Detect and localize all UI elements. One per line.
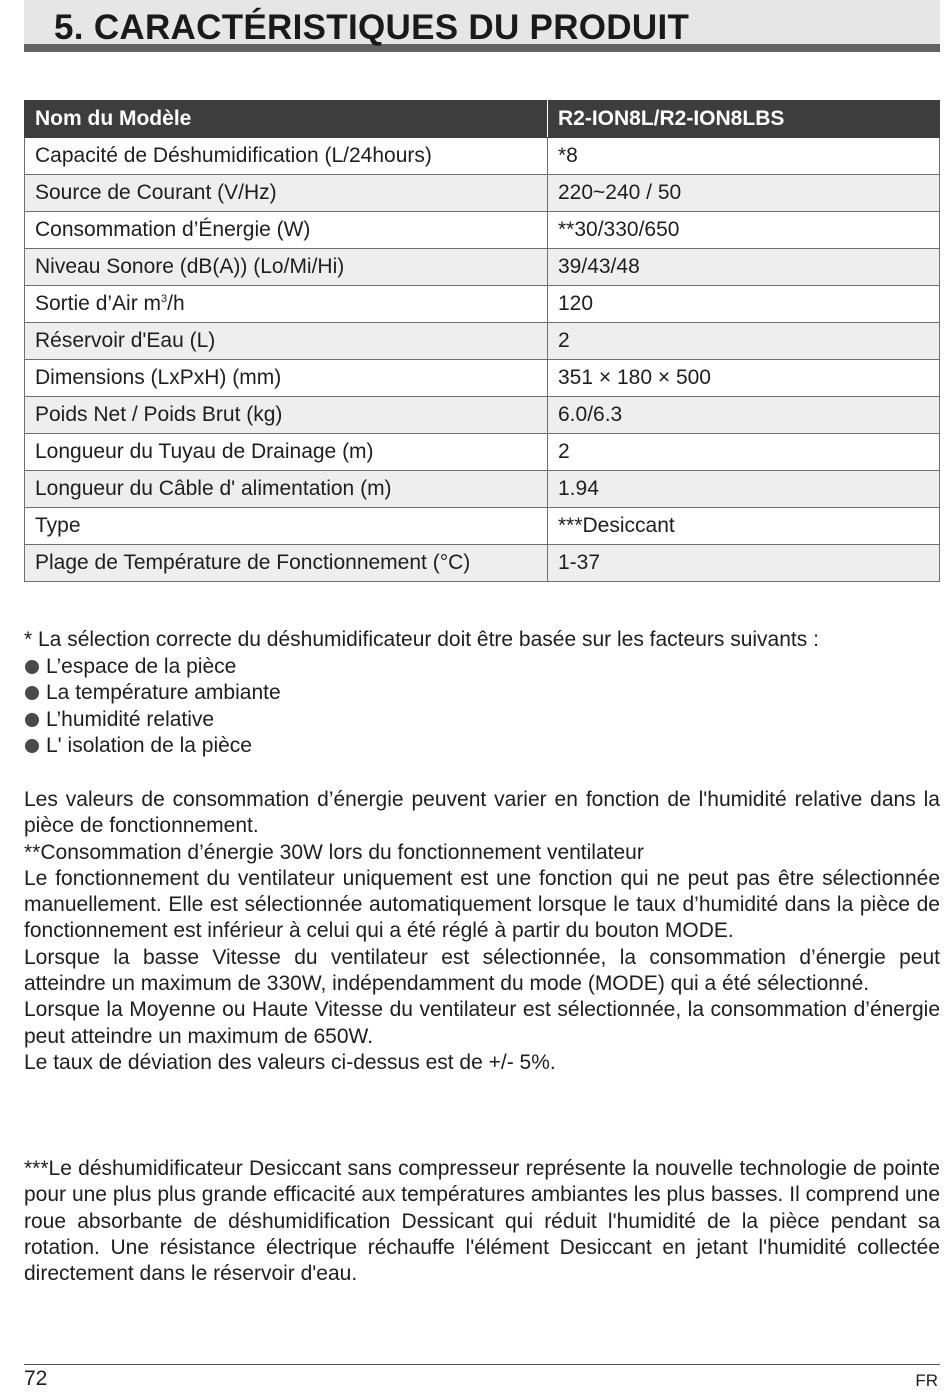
energy-note-paragraph: Le fonctionnement du ventilateur uniquement est une fonction qui ne peut pas être sélectionnée manuellement. Elle est sélectionnée automatiquement lorsque le taux d’humidité dans la pièce de fonctionnement est inférieur à celui qui a été réglé à partir du bouton MODE.: [24, 866, 940, 943]
section-title-bar: [24, 0, 940, 52]
table-row: [25, 360, 940, 397]
page-number: 72: [24, 1367, 48, 1390]
selection-factors-list: [24, 654, 940, 760]
spec-label: Capacité de Déshumidification (L/24hours): [25, 138, 548, 175]
table-row: [25, 286, 940, 323]
list-item-text: L’humidité relative: [46, 707, 215, 731]
spec-label: Niveau Sonore (dB(A)) (Lo/Mi/Hi): [25, 249, 548, 286]
table-row: [25, 249, 940, 286]
spec-value: 6.0/6.3: [548, 397, 940, 434]
table-header-row: [25, 101, 940, 138]
spec-label: [25, 286, 548, 323]
spec-value: 2: [548, 323, 940, 360]
energy-note-paragraph: Lorsque la basse Vitesse du ventilateur est sélectionnée, la consommation d’énergie peut atteindre un maximum de 330W, indépendamment du mode (MODE) qui a été sélectionné.: [24, 945, 940, 996]
energy-note-paragraph: Le taux de déviation des valeurs ci-dessus est de +/- 5%.: [24, 1050, 556, 1074]
spec-value: 1.94: [548, 471, 940, 508]
spec-value: **30/330/650: [548, 212, 940, 249]
list-item-text: La température ambiante: [46, 681, 281, 704]
spec-label: Longueur du Tuyau de Drainage (m): [25, 434, 548, 471]
footer-divider: [24, 1364, 940, 1365]
list-item: [24, 654, 940, 681]
spec-label: Réservoir d'Eau (L): [25, 323, 548, 360]
spec-value: 351 × 180 × 500: [548, 360, 940, 397]
table-row: [25, 434, 940, 471]
table-row: [25, 471, 940, 508]
language-code: FR: [915, 1371, 938, 1390]
bullet-icon: [25, 660, 39, 674]
header-label-cell: Nom du Modèle: [25, 101, 548, 138]
table-row: [25, 545, 940, 582]
spec-label: Type: [25, 508, 548, 545]
superscript-3: 3: [161, 293, 168, 305]
bullet-icon: [25, 713, 39, 727]
spec-value: *8: [548, 138, 940, 175]
list-item: [24, 707, 940, 734]
spec-label: Longueur du Câble d' alimentation (m): [25, 471, 548, 508]
page-title: 5. CARACTÉRISTIQUES DU PRODUIT: [54, 8, 690, 47]
bullet-icon: [25, 739, 39, 753]
desiccant-note-paragraph: ***Le déshumidificateur Desiccant sans compresseur représente la nouvelle technologie de pointe pour une plus plus grande efficacité aux températures ambiantes les plus basses. Il comprend une roue absorbante de déshumidification Dessicant qui réduit l'humidité de la pièce pendant sa rotation. Une résistance électrique réchauffe l'élément Desiccant en jetant l'humidité collectée directement dans le réservoir d'eau.: [24, 1157, 940, 1286]
header-value-cell: R2-ION8L/R2-ION8LBS: [548, 101, 940, 138]
bullet-icon: [25, 686, 39, 700]
spec-label: Poids Net / Poids Brut (kg): [25, 397, 548, 434]
spec-label: Dimensions (LxPxH) (mm): [25, 360, 548, 397]
energy-note-paragraph: Lorsque la Moyenne ou Haute Vitesse du ventilateur est sélectionnée, la consommation d’énergie peut atteindre un maximum de 650W.: [24, 998, 940, 1048]
table-row: [25, 508, 940, 545]
energy-note-paragraph: **Consommation d’énergie 30W lors du fonctionnement ventilateur: [24, 840, 644, 864]
spec-label-text: Sortie d’Air m: [35, 292, 162, 315]
energy-notes: [24, 787, 940, 1076]
spec-label: Consommation d’Énergie (W): [25, 212, 548, 249]
selection-notes: [24, 627, 940, 760]
spec-value: 1-37: [548, 545, 940, 582]
list-item-text: L’espace de la pièce: [46, 654, 237, 678]
table-row: [25, 138, 940, 175]
list-item: [24, 733, 940, 760]
table-row: [25, 212, 940, 249]
specifications-table: [24, 100, 940, 582]
spec-label: Source de Courant (V/Hz): [25, 175, 548, 212]
spec-value: 120: [548, 286, 940, 323]
spec-label-suffix: /h: [167, 292, 185, 315]
selection-intro: * La sélection correcte du déshumidificateur doit être basée sur les facteurs suivants :: [24, 628, 819, 651]
table-row: [25, 323, 940, 360]
desiccant-note: [24, 1156, 940, 1287]
table-row: [25, 397, 940, 434]
spec-label: Plage de Température de Fonctionnement (°C): [25, 545, 548, 582]
energy-note-paragraph: Les valeurs de consommation d’énergie peuvent varier en fonction de l'humidité relative dans la pièce de fonctionnement.: [24, 788, 940, 838]
spec-value: 39/43/48: [548, 249, 940, 286]
spec-value: 2: [548, 434, 940, 471]
list-item-text: L' isolation de la pièce: [46, 734, 252, 757]
spec-value: ***Desiccant: [548, 508, 940, 545]
table-row: [25, 175, 940, 212]
spec-value: 220~240 / 50: [548, 175, 940, 212]
list-item: [24, 680, 940, 707]
